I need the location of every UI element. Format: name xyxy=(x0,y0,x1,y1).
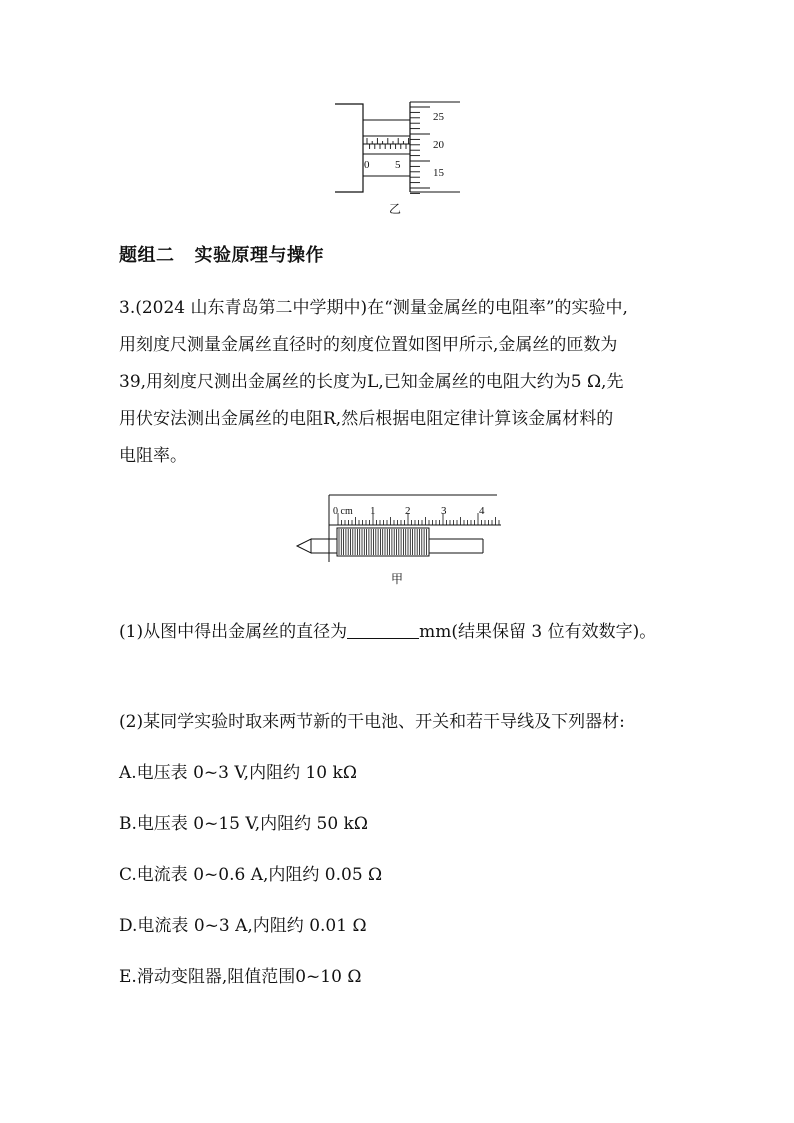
thimble-label-15: 15 xyxy=(433,167,444,179)
ruler-label-2: 2 xyxy=(405,505,411,517)
figure-yi-caption: 乙 xyxy=(388,202,401,216)
sleeve-label-5: 5 xyxy=(395,159,401,171)
option-d: D.电流表 0~3 A,内阻约 0.01 Ω xyxy=(119,916,367,936)
section-label: 题组二 xyxy=(119,245,175,266)
option-a: A.电压表 0~3 V,内阻约 10 kΩ xyxy=(119,763,357,783)
sub1-suffix: mm(结果保留 3 位有效数字)。 xyxy=(419,622,657,642)
option-c: C.电流表 0~0.6 A,内阻约 0.05 Ω xyxy=(119,865,383,885)
section-title: 实验原理与操作 xyxy=(194,245,324,266)
answer-blank[interactable] xyxy=(347,621,419,639)
ruler-drawing xyxy=(293,492,503,564)
micrometer-figure xyxy=(330,98,465,198)
sub-question-2: (2)某同学实验时取来两节新的干电池、开关和若干导线及下列器材: xyxy=(119,712,625,732)
ruler-label-0cm: 0 cm xyxy=(333,506,353,517)
question-line: 电阻率。 xyxy=(119,446,187,466)
section-heading xyxy=(119,241,324,267)
sub-question-1 xyxy=(119,617,656,642)
option-e: E.滑动变阻器,阻值范围0~10 Ω xyxy=(119,967,362,987)
question-line: 39,用刻度尺测出金属丝的长度为L,已知金属丝的电阻大约为5 Ω,先 xyxy=(119,372,624,392)
question-line: 3.(2024 山东青岛第二中学期中)在“测量金属丝的电阻率”的实验中, xyxy=(119,298,628,318)
question-line: 用伏安法测出金属丝的电阻R,然后根据电阻定律计算该金属材料的 xyxy=(119,409,614,429)
ruler-label-4: 4 xyxy=(479,505,485,517)
ruler-label-3: 3 xyxy=(441,505,447,517)
figure-jia-caption: 甲 xyxy=(390,572,403,586)
sleeve-label-0: 0 xyxy=(364,159,370,171)
thimble-label-25: 25 xyxy=(433,111,444,123)
thimble-label-20: 20 xyxy=(433,139,444,151)
ruler-figure xyxy=(293,492,503,564)
sub1-prefix: (1)从图中得出金属丝的直径为 xyxy=(119,622,348,642)
option-b: B.电压表 0~15 V,内阻约 50 kΩ xyxy=(119,814,368,834)
ruler-label-1: 1 xyxy=(370,505,376,517)
micrometer-drawing xyxy=(330,98,465,198)
question-line: 用刻度尺测量金属丝直径时的刻度位置如图甲所示,金属丝的匝数为 xyxy=(119,335,618,355)
question-3-text xyxy=(119,290,699,475)
